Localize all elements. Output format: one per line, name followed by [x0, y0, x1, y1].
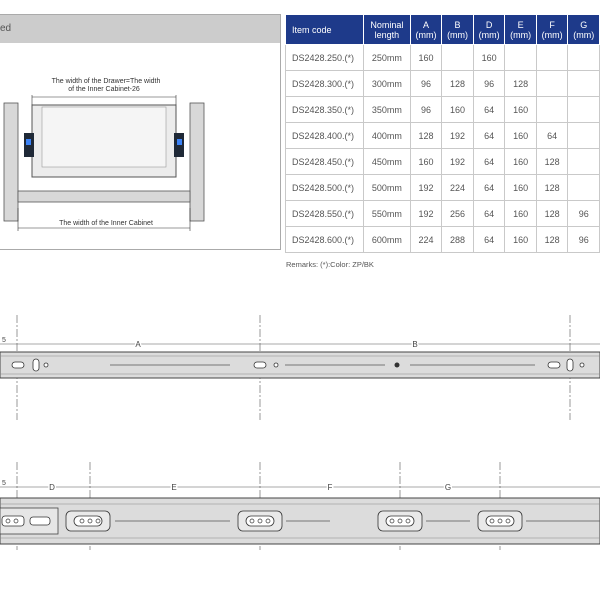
rivet [395, 363, 400, 368]
table-row [286, 97, 600, 123]
bottom-dim-left: 5 [2, 480, 6, 487]
table-cell: 64 [473, 175, 505, 201]
header-d: D (mm) [473, 15, 505, 45]
table-cell: DS2428.450.(*) [286, 149, 364, 175]
slot-group [238, 511, 282, 531]
mounting-slot [548, 362, 560, 368]
table-cell: 192 [442, 149, 474, 175]
table-cell: 224 [442, 175, 474, 201]
table-cell [536, 97, 568, 123]
table-cell: 96 [568, 227, 600, 253]
table-cell: 450mm [364, 149, 411, 175]
table-cell: 400mm [364, 123, 411, 149]
dim-label-b: B [412, 340, 418, 349]
table-cell: 64 [473, 227, 505, 253]
table-cell: 160 [505, 227, 537, 253]
table-cell: 160 [442, 97, 474, 123]
mounting-slot [2, 516, 24, 526]
table-cell: 160 [505, 123, 537, 149]
table-cell: DS2428.400.(*) [286, 123, 364, 149]
header-item-code: Item code [286, 15, 364, 45]
table-cell [568, 45, 600, 71]
table-cell: 160 [505, 97, 537, 123]
cabinet-diagram [0, 43, 281, 251]
table-cell: 64 [473, 149, 505, 175]
table-cell: 224 [410, 227, 442, 253]
table-cell: 128 [536, 227, 568, 253]
dim-label-d: D [49, 483, 55, 492]
mounting-hole [580, 363, 584, 367]
inner-cabinet-label: The width of the Inner Cabinet [59, 220, 153, 227]
slot-group [66, 511, 110, 531]
header-nominal-length: Nominal length [364, 15, 411, 45]
table-cell: DS2428.600.(*) [286, 227, 364, 253]
table-cell: 192 [410, 175, 442, 201]
table-cell: 64 [473, 97, 505, 123]
header-f: F (mm) [536, 15, 568, 45]
mounting-hole [274, 363, 278, 367]
table-row [286, 45, 600, 71]
table-row [286, 175, 600, 201]
table-row [286, 227, 600, 253]
table-cell: DS2428.350.(*) [286, 97, 364, 123]
right-rail-clip [177, 139, 182, 145]
top-rail-drawing [0, 315, 600, 420]
slot-group [378, 511, 422, 531]
table-cell: 128 [536, 201, 568, 227]
table-cell: 288 [442, 227, 474, 253]
table-cell: 128 [410, 123, 442, 149]
table-cell: 64 [473, 123, 505, 149]
table-cell [568, 71, 600, 97]
header-a: A (mm) [410, 15, 442, 45]
table-cell: 64 [536, 123, 568, 149]
remarks-text: Remarks: (*):Color: ZP/BK [286, 260, 374, 269]
dim-label-f: F [327, 483, 333, 492]
table-cell [536, 71, 568, 97]
table-cell: DS2428.550.(*) [286, 201, 364, 227]
table-cell: 96 [473, 71, 505, 97]
left-rail-clip [26, 139, 31, 145]
table-cell: 96 [568, 201, 600, 227]
slot-group [478, 511, 522, 531]
mounting-slot [254, 362, 266, 368]
header-e: E (mm) [505, 15, 537, 45]
table-cell [568, 149, 600, 175]
mounting-slot [12, 362, 24, 368]
diagram-header: ed [0, 15, 280, 43]
mounting-slot [30, 517, 50, 525]
mounting-slot [33, 359, 39, 371]
table-cell: 128 [505, 71, 537, 97]
table-cell: 192 [410, 201, 442, 227]
table-cell: 96 [410, 71, 442, 97]
table-cell: 160 [505, 149, 537, 175]
table-cell [505, 45, 537, 71]
table-cell: 256 [442, 201, 474, 227]
table-cell: 128 [442, 71, 474, 97]
table-cell: 128 [536, 149, 568, 175]
mounting-slot [567, 359, 573, 371]
table-row [286, 201, 600, 227]
table-cell: 160 [473, 45, 505, 71]
table-cell: 250mm [364, 45, 411, 71]
top-dim-left: 5 [2, 337, 6, 344]
header-g: G (mm) [568, 15, 600, 45]
cabinet-bottom [18, 191, 190, 202]
table-row [286, 149, 600, 175]
right-cabinet-wall [190, 103, 204, 221]
table-cell: 128 [536, 175, 568, 201]
drawer-inner [42, 107, 166, 167]
drawer-formula-line1: The width of the Drawer=The width [51, 78, 161, 85]
table-cell [568, 175, 600, 201]
rail-drawings [0, 300, 600, 600]
table-cell: 160 [410, 149, 442, 175]
mounting-hole [44, 363, 48, 367]
table-row [286, 123, 600, 149]
table-cell: 350mm [364, 97, 411, 123]
table-cell [568, 97, 600, 123]
table-cell: 300mm [364, 71, 411, 97]
spec-table [285, 14, 600, 253]
table-cell: 160 [505, 175, 537, 201]
drawer-formula-line2: of the Inner Cabinet-26 [68, 86, 140, 93]
table-cell: 64 [473, 201, 505, 227]
dim-label-a: A [135, 340, 141, 349]
cabinet-diagram-panel [0, 14, 281, 250]
table-cell: 192 [442, 123, 474, 149]
table-cell [568, 123, 600, 149]
table-cell: 500mm [364, 175, 411, 201]
table-cell: 160 [505, 201, 537, 227]
bottom-rail-drawing [0, 462, 600, 550]
dim-label-e: E [171, 483, 177, 492]
left-cabinet-wall [4, 103, 18, 221]
table-cell: 96 [410, 97, 442, 123]
header-b: B (mm) [442, 15, 474, 45]
table-cell: DS2428.300.(*) [286, 71, 364, 97]
table-cell: DS2428.500.(*) [286, 175, 364, 201]
table-header-row [286, 15, 600, 45]
table-cell: 160 [410, 45, 442, 71]
table-cell: 600mm [364, 227, 411, 253]
table-cell: 550mm [364, 201, 411, 227]
table-row [286, 71, 600, 97]
table-cell: DS2428.250.(*) [286, 45, 364, 71]
dim-label-g: G [444, 483, 452, 492]
table-cell [442, 45, 474, 71]
table-cell [536, 45, 568, 71]
